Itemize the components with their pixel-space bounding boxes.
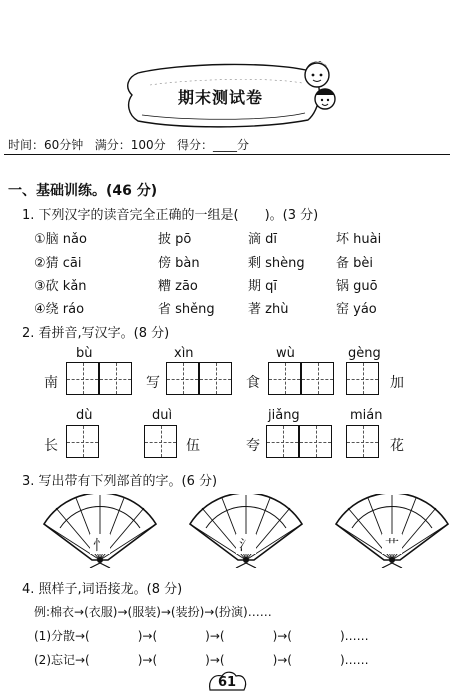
pinyin-label: gèng xyxy=(348,346,381,361)
writing-grid[interactable] xyxy=(301,362,334,395)
q1-cell: 省 shěng xyxy=(158,302,215,317)
writing-grid[interactable] xyxy=(346,425,379,458)
q1-cell: 披 pō xyxy=(158,232,192,247)
divider-line xyxy=(4,154,450,155)
writing-grid[interactable] xyxy=(166,362,199,395)
q1-cell: 滴 dī xyxy=(248,232,277,247)
writing-grid[interactable] xyxy=(199,362,232,395)
given-char: 花 xyxy=(390,438,404,454)
given-char: 加 xyxy=(390,375,404,391)
fan-figure-2 xyxy=(186,494,306,568)
pinyin-label: duì xyxy=(152,408,173,423)
given-char: 长 xyxy=(44,438,58,454)
question-1-prompt: 1. 下列汉字的读音完全正确的一组是( )。(3 分) xyxy=(22,208,319,223)
radical-label: 氵 xyxy=(239,538,253,554)
given-char: 夸 xyxy=(246,438,260,454)
question-3-prompt: 3. 写出带有下列部首的字。(6 分) xyxy=(22,474,218,489)
q1-cell: 期 qī xyxy=(248,279,277,294)
q1-cell: 备 bèi xyxy=(336,256,373,271)
pinyin-label: jiǎng xyxy=(268,408,300,423)
exam-info-line: 时间：60分钟 满分：100分 得分：____分 xyxy=(8,138,250,152)
page-title: 期末测试卷 xyxy=(178,88,264,107)
writing-grid[interactable] xyxy=(268,362,301,395)
writing-grid[interactable] xyxy=(266,425,299,458)
question-4-prompt: 4. 照样子,词语接龙。(8 分) xyxy=(22,582,183,597)
pinyin-label: mián xyxy=(350,408,383,423)
given-char: 写 xyxy=(146,375,160,391)
page-number: 61 xyxy=(218,675,237,690)
writing-grid[interactable] xyxy=(99,362,132,395)
given-char: 食 xyxy=(246,375,260,391)
q4-example: 例:棉衣→(衣服)→(服装)→(装扮)→(扮演)…… xyxy=(34,605,272,619)
q1-cell: 窑 yáo xyxy=(336,302,377,317)
fan-figure-3 xyxy=(332,494,452,568)
given-char: 南 xyxy=(44,375,58,391)
pinyin-label: wù xyxy=(276,346,295,361)
q1-cell: ④绕 ráo xyxy=(34,302,85,317)
q1-cell: 糟 zāo xyxy=(158,279,198,294)
writing-grid[interactable] xyxy=(66,425,99,458)
fan-figure-1 xyxy=(40,494,160,568)
pinyin-label: dù xyxy=(76,408,93,423)
writing-grid[interactable] xyxy=(346,362,379,395)
q1-cell: ②猜 cāi xyxy=(34,256,82,271)
q1-cell: 傍 bàn xyxy=(158,256,200,271)
q1-cell: ③砍 kǎn xyxy=(34,279,87,294)
writing-grid[interactable] xyxy=(144,425,177,458)
radical-label: 忄 xyxy=(93,538,107,554)
writing-grid[interactable] xyxy=(299,425,332,458)
pinyin-label: bù xyxy=(76,346,93,361)
q1-cell: ①脑 nǎo xyxy=(34,232,87,247)
q1-cell: 锅 guō xyxy=(336,279,378,294)
q4-item-1: (1)分散→( )→( )→( )→( )…… xyxy=(34,629,369,643)
question-2-prompt: 2. 看拼音,写汉字。(8 分) xyxy=(22,326,170,341)
q1-cell: 坏 huài xyxy=(336,232,382,247)
given-char: 伍 xyxy=(186,438,200,454)
q1-cell: 剩 shèng xyxy=(248,256,305,271)
section-heading: 一、基础训练。(46 分) xyxy=(8,183,158,199)
writing-grid[interactable] xyxy=(66,362,99,395)
radical-label: 艹 xyxy=(385,538,399,554)
pinyin-label: xìn xyxy=(174,346,194,361)
q1-cell: 著 zhù xyxy=(248,302,289,317)
q4-item-2: (2)忘记→( )→( )→( )→( )…… xyxy=(34,653,369,667)
